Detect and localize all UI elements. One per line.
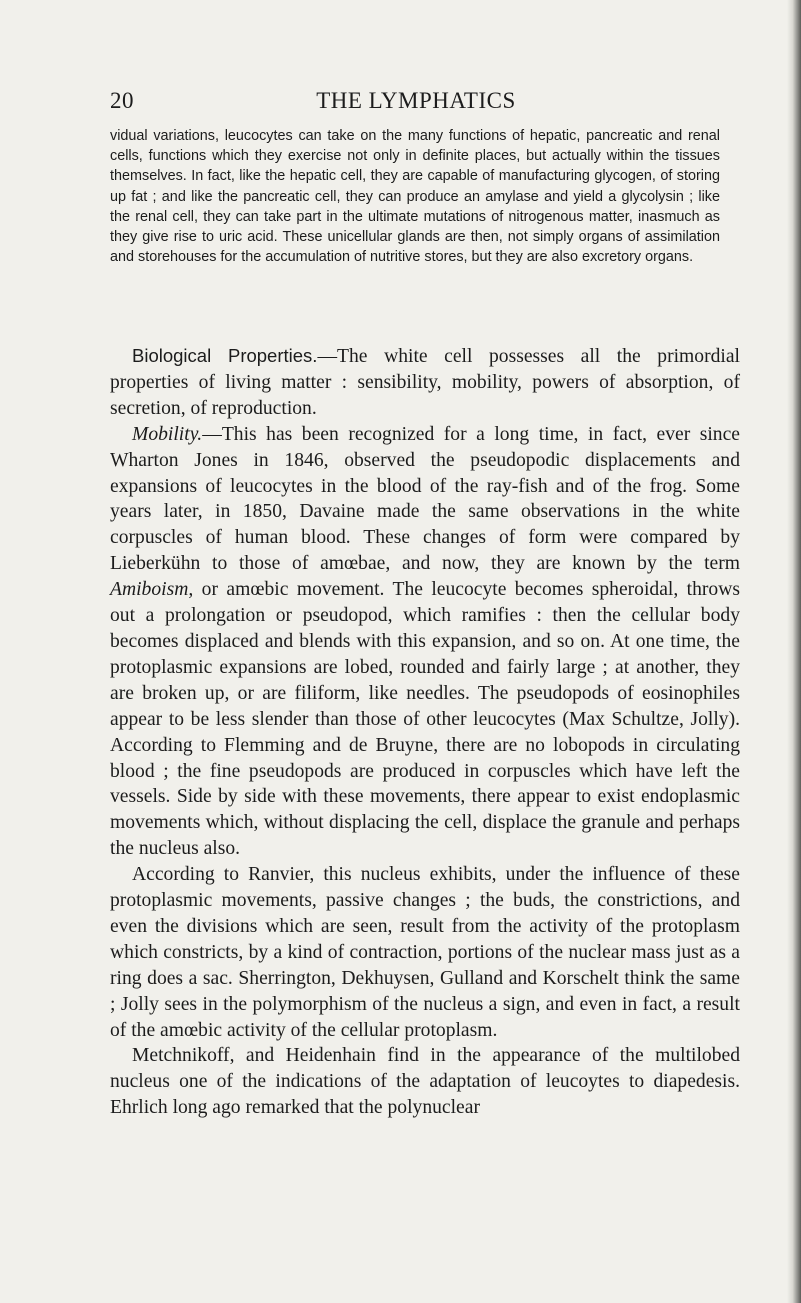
metchnikoff-paragraph: Metchnikoff, and Heidenhain find in the appearance of the multilobed nucleus one of the indications of the adaptation of leucoytes to diapedesis. Ehrlich long ago remarked that the polynuclear	[110, 1045, 740, 1119]
mobility-paragraph	[110, 422, 740, 862]
page-edge-shadow	[787, 0, 801, 1303]
mobility-text-2: or amœbic movement. The leucocyte becomes spheroidal, throws out a prolongation or pseudopod, which ramifies : then the cellular body becomes displaced and blends with this expansion, and so on. At one time, the protoplasmic expansions are lobed, rounded and fairly large ; at another, they are broken up, or are filiform, like needles. The pseudopods of eosinophiles appear to be less slender than those of other leucocytes (Max Schultze, Jolly). According to Flemming and de Bruyne, there are no lobopods in circulating blood ; the fine pseudopods are produced in corpuscles which have left the vessels. Side by side with these movements, there appear to exist endoplasmic movements which, without displacing the cell, displace the granule and perhaps the nucleus also.	[110, 579, 740, 860]
section-heading: Biological Properties.	[132, 345, 318, 366]
intro-paragraph: vidual variations, leucocytes can take on the many functions of hepatic, pancreatic and renal cells, functions which they exercise not only in definite places, but actually within the tissues themselves. In fact, like the hepatic cell, they are capable of manufacturing glycogen, of storing up fat ; and like the pancreatic cell, they can produce an amylase and yield a glycolysin ; like the renal cell, they can take part in the ultimate mutations of nitrogenous matter, inasmuch as they give rise to uric acid. These unicellular glands are then, not simply organs of assimilation and storehouses for the accumulation of nutritive stores, but they are also excretory organs.	[110, 128, 720, 266]
mobility-text-1: —This has been recognized for a long time, in fact, ever since Wharton Jones in 1846, observed the pseudopodic displacements and expansions of leucocytes in the blood of the ray-fish and of the frog. Some years later, in 1850, Davaine made the same observations in the white corpuscles of human blood. These changes of form were compared by Lieberkühn to those of amœbae, and now, they are known by the term	[110, 423, 740, 575]
biological-properties-paragraph	[110, 343, 740, 422]
main-text	[110, 343, 740, 1121]
ranvier-paragraph: According to Ranvier, this nucleus exhibits, under the influence of these protoplasmic movements, passive changes ; the buds, the constrictions, and even the divisions which are seen, result from the activity of the protoplasm which constricts, by a kind of contraction, portions of the nuclear mass just as a ring does a sac. Sherrington, Dekhuysen, Gulland and Korschelt think the same ; Jolly sees in the polymorphism of the nucleus a sign, and even in fact, a result of the amœbic activity of the cellular protoplasm.	[110, 864, 740, 1041]
page-number: 20	[110, 88, 134, 113]
intro-paragraph-block	[110, 126, 720, 267]
mobility-label: Mobility.	[132, 423, 203, 445]
amiboism-term: Amiboism,	[110, 579, 194, 601]
running-title: THE LYMPHATICS	[316, 88, 516, 113]
section-heading-text: —The white cell possesses all the primordial properties of living matter : sensibility, mobility, powers of absorption, of secretion, of reproduction.	[110, 346, 741, 419]
running-header	[110, 88, 722, 118]
